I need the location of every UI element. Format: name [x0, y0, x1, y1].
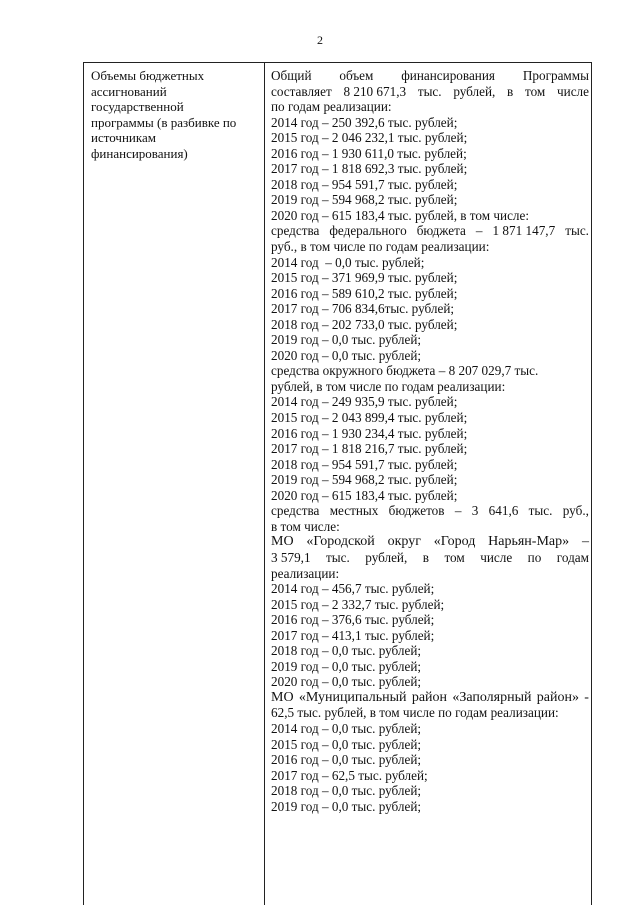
word: тыс. [528, 503, 553, 519]
word: объем [339, 68, 374, 83]
word: – [581, 534, 589, 550]
year-line: 2015 год – 371 969,9 тыс. рублей; [271, 270, 458, 286]
year-line: 2018 год – 954 591,7 тыс. рублей; [271, 456, 458, 472]
word: «Муниципальный [298, 689, 407, 705]
word: федерального [329, 223, 407, 239]
word: средства [271, 223, 320, 239]
word: в [507, 83, 514, 99]
word: МО [271, 534, 294, 550]
year-line: 2018 год – 954 591,7 тыс. рублей; [271, 176, 458, 192]
year-line: 2017 год – 62,5 тыс. рублей; [271, 767, 428, 783]
year-line: 2020 год – 0,0 тыс. рублей; [271, 347, 422, 363]
year-line: 2019 год – 594 968,2 тыс. рублей; [271, 472, 458, 488]
word: Программы [522, 68, 589, 83]
year-line: 2019 год – 594 968,2 тыс. рублей; [271, 192, 458, 208]
word: 3 [471, 503, 479, 519]
year-line: 2015 год – 2 043 899,4 тыс. рублей; [271, 410, 468, 426]
word: 3 579,1 [271, 549, 311, 565]
word: - [584, 689, 589, 705]
word: числе [557, 83, 589, 99]
word: «Город [433, 534, 476, 550]
budget-table [83, 62, 592, 905]
text-line: рублей, в том числе по годам реализации: [271, 378, 506, 394]
page-number: 2 [317, 33, 323, 47]
year-line: 2017 год – 413,1 тыс. рублей; [271, 627, 435, 643]
word: МО [271, 689, 294, 705]
header-line: программы (в разбивке по [91, 114, 237, 130]
word: рублей, [365, 549, 408, 565]
zapolyarny-heading-line [271, 690, 589, 706]
word: «Заполярный [452, 689, 532, 705]
word: том [525, 83, 546, 99]
word: – [475, 223, 483, 239]
column-divider [264, 63, 265, 905]
word: Общий [271, 68, 312, 83]
word: 1 871 147,7 [492, 223, 556, 239]
year-line: 2019 год – 0,0 тыс. рублей; [271, 332, 422, 348]
year-line: 2017 год – 1 818 216,7 тыс. рублей; [271, 441, 468, 457]
year-line: 2014 год – 249 935,9 тыс. рублей; [271, 394, 458, 410]
word: рублей, [453, 83, 496, 99]
year-line: 2019 год – 0,0 тыс. рублей; [271, 658, 422, 674]
word: тыс. [326, 549, 350, 565]
word: 8 210 671,3 [343, 83, 407, 99]
federal-heading-line [271, 223, 589, 239]
header-line: источникам [91, 130, 156, 145]
header-line: государственной [91, 99, 184, 114]
year-line: 2016 год – 376,6 тыс. рублей; [271, 612, 435, 628]
year-line: 2014 год – 250 392,6 тыс. рублей; [271, 114, 458, 130]
word: средства [271, 503, 320, 519]
total-amount-line [271, 84, 589, 100]
word: числе [480, 549, 513, 565]
year-line: 2014 год – 0,0 тыс. рублей; [271, 254, 425, 270]
year-line: 2020 год – 615 183,4 тыс. рублей; [271, 487, 458, 503]
word: бюджета [416, 223, 466, 239]
naryan-mar-amount-line [271, 550, 589, 566]
year-line: 2018 год – 0,0 тыс. рублей; [271, 643, 422, 659]
word: составляет [271, 83, 332, 99]
word: тыс. [565, 223, 589, 239]
word: годам [556, 549, 589, 565]
word: район» [536, 689, 579, 705]
year-line: 2017 год – 706 834,6тыс. рублей; [271, 301, 455, 317]
year-line: 2015 год – 0,0 тыс. рублей; [271, 736, 422, 752]
word: – [454, 503, 462, 519]
word: тыс. [417, 83, 442, 99]
text-line: по годам реализации: [271, 99, 392, 115]
local-heading-line [271, 503, 589, 519]
table-row-content-cell [271, 68, 589, 814]
word: том [444, 549, 465, 565]
word: местных [329, 503, 379, 519]
total-heading-line [271, 68, 589, 84]
word: по [527, 549, 542, 565]
header-line: финансирования) [91, 145, 188, 161]
word: 641,6 [488, 503, 519, 519]
year-line: 2018 год – 202 733,0 тыс. рублей; [271, 316, 458, 332]
text-line: 62,5 тыс. рублей, в том числе по годам реализации: [271, 705, 559, 721]
text-line: в том числе: [271, 518, 340, 534]
header-line: Объемы бюджетных [91, 68, 205, 83]
year-line: 2016 год – 1 930 234,4 тыс. рублей; [271, 425, 468, 441]
word: бюджетов [388, 503, 445, 519]
text-line: руб., в том числе по годам реализации: [271, 239, 490, 255]
year-line: 2020 год – 615 183,4 тыс. рублей, в том числе: [271, 207, 530, 223]
header-line: ассигнований [91, 83, 167, 99]
year-line: 2019 год – 0,0 тыс. рублей; [271, 798, 422, 814]
year-line: 2015 год – 2 332,7 тыс. рублей; [271, 596, 445, 612]
word: Нарьян-Мар» [488, 534, 570, 550]
word: финансирования [401, 68, 495, 83]
word: в [422, 549, 429, 565]
word: «Городской [306, 534, 375, 550]
year-line: 2016 год – 0,0 тыс. рублей; [271, 752, 422, 768]
text-line: реализации: [271, 565, 340, 581]
year-line: 2020 год – 0,0 тыс. рублей; [271, 674, 422, 690]
word: руб., [562, 503, 589, 519]
table-row-header-cell [91, 68, 261, 161]
year-line: 2015 год – 2 046 232,1 тыс. рублей; [271, 130, 468, 146]
year-line: 2014 год – 0,0 тыс. рублей; [271, 720, 422, 736]
year-line: 2017 год – 1 818 692,3 тыс. рублей; [271, 161, 468, 177]
year-line: 2016 год – 589 610,2 тыс. рублей; [271, 285, 458, 301]
year-line: 2016 год – 1 930 611,0 тыс. рублей; [271, 145, 467, 161]
okrug-heading-line: средства окружного бюджета – 8 207 029,7 тыс. [271, 363, 539, 379]
word: округ [387, 534, 421, 550]
year-line: 2018 год – 0,0 тыс. рублей; [271, 783, 422, 799]
naryan-mar-heading-line [271, 534, 589, 550]
word: район [411, 689, 448, 705]
year-line: 2014 год – 456,7 тыс. рублей; [271, 581, 435, 597]
